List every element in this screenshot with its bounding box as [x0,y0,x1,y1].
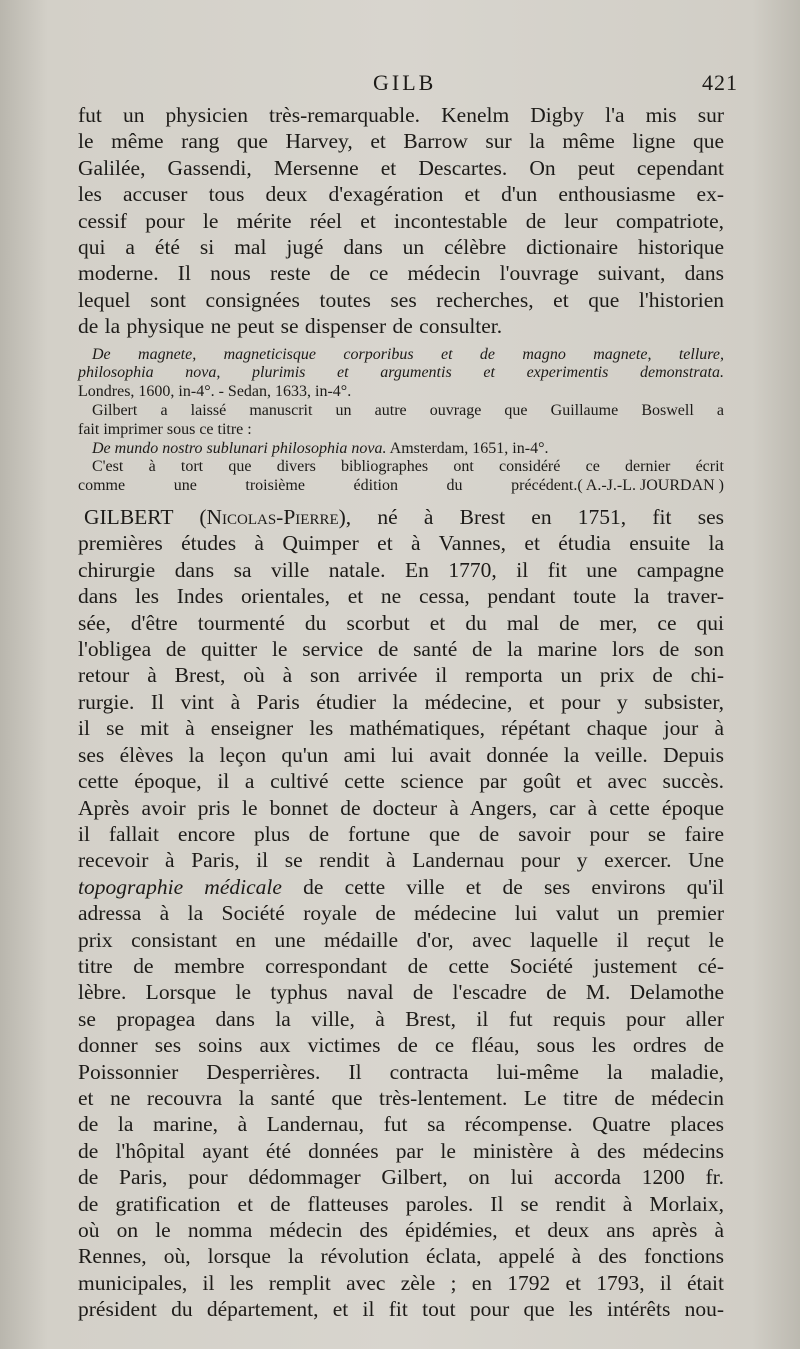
text-line: il se mit à enseigner les mathématiques, répétant chaque jour à [78,716,724,741]
page-number: 421 [702,70,738,95]
bib-imprint: Londres, 1600, in-4°. - Sedan, 1633, in-4°. [78,383,352,401]
bib-remark-last-line [78,477,724,496]
bib-second-title: De mundo nostro sublunari philosophia nova. [92,439,387,457]
text-line: Poissonnier Desperrières. Il contracta lui-même la maladie, [78,1059,724,1084]
bib-title-line: philosophia nova, plurimis et argumentis et experimentis demonstrata. [78,364,724,382]
text-line: les accuser tous deux d'exagération et d'un enthousiasme ex- [78,182,724,207]
text-line: et ne recouvra la santé que très-lentement. Le titre de médecin [78,1085,724,1110]
entry-paragraph [78,504,724,1323]
text-line: lequel sont consignées toutes ses recherches, et que l'historien [78,287,724,312]
main-paragraph [78,102,724,340]
text-line: de la physique ne peut se dispenser de consulter. [78,314,503,339]
text-line: cessif pour le mérite réel et incontestable de leur compatriote, [78,208,724,233]
entry-first-line-rest: , né à Brest en 1751, fit ses [345,505,724,530]
text-line: lèbre. Lorsque le typhus naval de l'escadre de M. Delamothe [78,980,724,1005]
text-line: de la marine, à Landernau, fut sa récompense. Quatre places [78,1112,724,1137]
text-line: qui a été si mal jugé dans un célèbre dictionaire historique [78,235,724,260]
topographie-rest: de cette ville et de ses environs qu'il [281,874,724,899]
spacer [78,496,724,504]
text-line: Galilée, Gassendi, Mersenne et Descartes. On peut cependant [78,155,724,180]
text-line: moderne. Il nous reste de ce médecin l'ouvrage suivant, dans [78,261,724,286]
text-line: de gratification et de flatteuses paroles. Il se rendit à Morlaix, [78,1191,724,1216]
bib-note-line: fait imprimer sous ce titre : [78,420,252,438]
text-line: Après avoir pris le bonnet de docteur à Angers, car à cette époque [78,795,724,820]
text-line: l'obligea de quitter le service de santé de la marine lors de son [78,637,724,662]
text-line: retour à Brest, où à son arrivée il remporta un prix de chi- [78,663,724,688]
text-line: se propagea dans la ville, à Brest, il fut requis pour aller [78,1006,724,1031]
text-line: premières études à Quimper et à Vannes, et étudia ensuite la [78,531,724,556]
text-line: ses élèves la leçon qu'un ami lui avait donnée la veille. Depuis [78,742,724,767]
text-line: où on le nomma médecin des épidémies, et deux ans après à [78,1218,724,1242]
text-line: président du département, et il fit tout pour que les intérêts nou- [78,1297,724,1322]
page-header [78,70,738,104]
text-line: donner ses soins aux victimes de ce fléau, sous les ordres de [78,1033,724,1058]
bib-remark-text: comme une troisième édition du précédent. [78,477,578,495]
text-line: Rennes, où, lorsque la révolution éclata, appelé à des fonctions [78,1244,724,1269]
text-line: il fallait encore plus de fortune que de savoir pour se faire [78,821,724,846]
text-line: titre de membre correspondant de cette Société justement cé- [78,953,724,978]
text-line: cette époque, il a cultivé cette science par goût et avec succès. [78,769,724,794]
bib-note-line: Gilbert a laissé manuscrit un autre ouvrage que Guillaume Boswell a [92,402,724,420]
text-line: rurgie. Il vint à Paris étudier la médecine, et pour y subsister, [78,689,724,714]
bib-second-imprint: Amsterdam, 1651, in-4°. [389,439,549,457]
text-line: dans les Indes orientales, et ne cessa, pendant toute la traver- [78,584,724,609]
text-line: le même rang que Harvey, et Barrow sur la même ligne que [78,129,724,154]
text-line: chirurgie dans sa ville natale. En 1770, il fit une campagne [78,557,724,582]
text-line: de Paris, pour dédommager Gilbert, on lui accorda 1200 fr. [78,1165,724,1190]
bib-title-line: De magnete, magneticisque corporibus et de magno magnete, tellure, [92,345,724,363]
text-line: de l'hôpital ayant été données par le ministère à des médecins [78,1138,724,1163]
text-line: municipales, il les remplit avec zèle ; en 1792 et 1793, il était [78,1270,724,1295]
text-line: fut un physicien très-remarquable. Kenelm Digby l'a mis sur [78,103,724,127]
topographie-line [78,874,724,900]
bib-second-title-line [78,440,724,459]
bib-remark-line: C'est à tort que divers bibliographes ont considéré ce dernier écrit [92,458,724,476]
entry-forenames: (Nicolas-Pierre) [199,505,346,530]
text-line: prix consistant en une médaille d'or, avec laquelle il reçut le [78,927,724,952]
topographie-italic: topographie médicale [78,874,282,899]
author-signature: ( A.-J.-L. JOURDAN ) [577,477,724,495]
text-line: sée, d'être tourmenté du scorbut et du mal de mer, ce qui [78,610,724,635]
text-line: recevoir à Paris, il se rendit à Landernau pour y exercer. Une [78,848,724,873]
running-head: GILB [373,70,437,95]
text-line: adressa à la Société royale de médecine lui valut un premier [78,901,724,926]
entry-first-line [78,504,724,530]
bibliography-block [78,346,724,496]
entry-headword: GILBERT [84,505,174,530]
page-body [78,102,724,1323]
